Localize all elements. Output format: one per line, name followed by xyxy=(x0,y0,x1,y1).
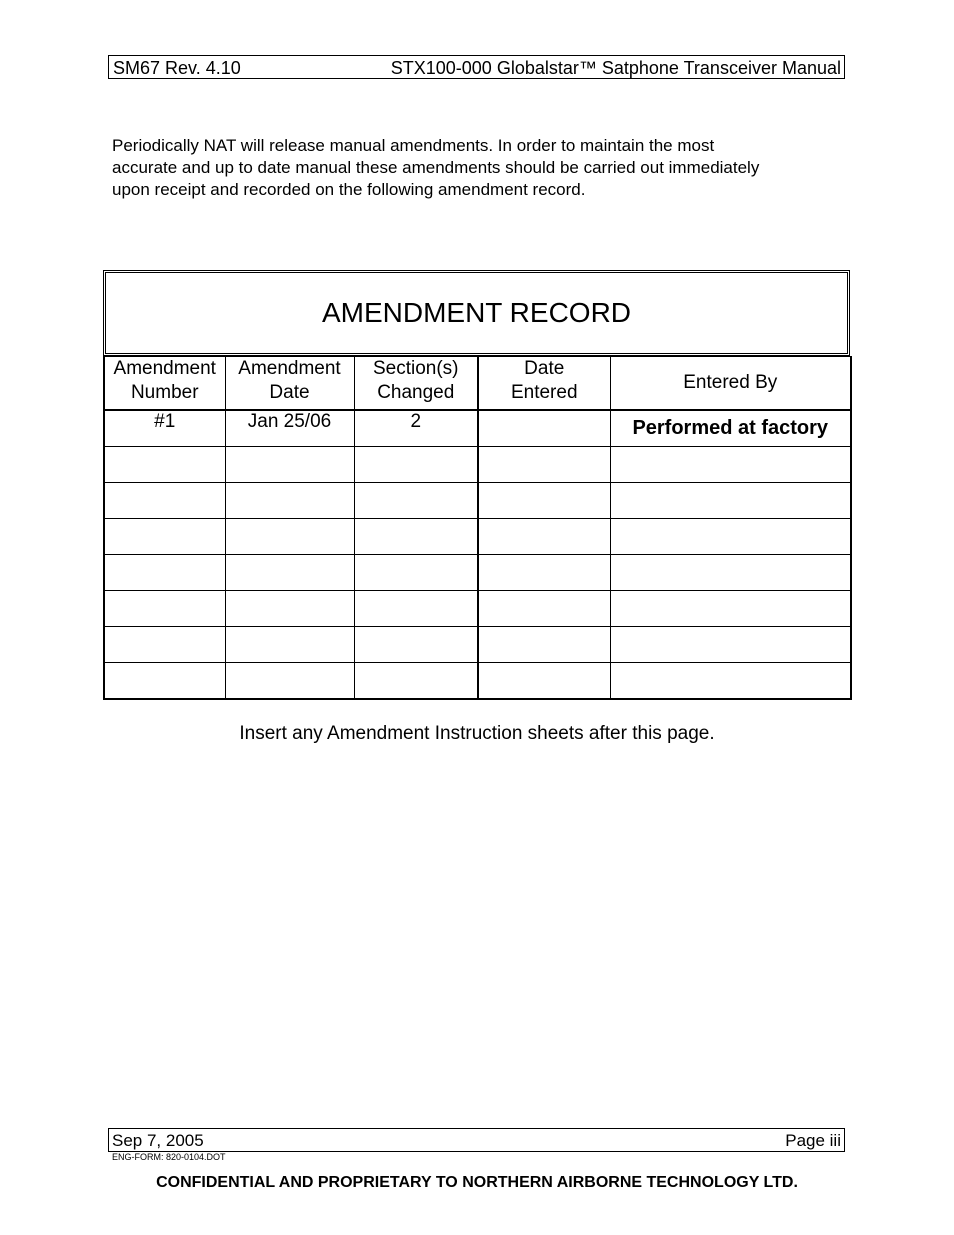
table-cell: Performed at factory xyxy=(610,410,851,447)
table-cell xyxy=(354,447,478,483)
column-header-entered-by: Entered By xyxy=(610,357,851,411)
table-cell xyxy=(610,483,851,519)
table-cell xyxy=(225,447,354,483)
table-cell: #1 xyxy=(104,410,225,447)
document-title: STX100-000 Globalstar™ Satphone Transceiver Manual xyxy=(390,58,841,78)
footer-date: Sep 7, 2005 xyxy=(112,1131,204,1150)
table-cell xyxy=(610,591,851,627)
amendment-table-body xyxy=(104,410,851,699)
table-cell xyxy=(104,483,225,519)
table-cell xyxy=(354,591,478,627)
column-header-amendment-date: Amendment Date xyxy=(225,357,354,411)
column-header-amendment-number: Amendment Number xyxy=(104,357,225,411)
table-header-row xyxy=(104,357,851,411)
table-row xyxy=(104,555,851,591)
table-row xyxy=(104,447,851,483)
document-id: SM67 Rev. 4.10 xyxy=(113,58,241,78)
confidentiality-notice: CONFIDENTIAL AND PROPRIETARY TO NORTHERN AIRBORNE TECHNOLOGY LTD. xyxy=(156,1174,798,1191)
column-header-date-entered: Date Entered xyxy=(478,357,610,411)
table-cell xyxy=(478,447,610,483)
table-cell xyxy=(354,627,478,663)
amendment-record-title: AMENDMENT RECORD xyxy=(103,270,850,356)
table-cell xyxy=(478,519,610,555)
table-cell xyxy=(354,519,478,555)
table-cell xyxy=(478,663,610,700)
table-cell xyxy=(610,519,851,555)
page-number: Page iii xyxy=(785,1131,841,1150)
table-cell xyxy=(478,555,610,591)
table-cell xyxy=(225,663,354,700)
table-cell xyxy=(104,627,225,663)
table-cell xyxy=(610,447,851,483)
page-header xyxy=(108,55,845,79)
table-cell xyxy=(478,410,610,447)
table-cell xyxy=(225,627,354,663)
table-cell xyxy=(610,627,851,663)
table-cell xyxy=(225,555,354,591)
insert-instruction-note: Insert any Amendment Instruction sheets after this page. xyxy=(239,723,715,744)
column-header-sections-changed: Section(s) Changed xyxy=(354,357,478,411)
table-cell xyxy=(354,555,478,591)
intro-paragraph: Periodically NAT will release manual amendments. In order to maintain the most accurate and up to date manual these amendments should be carried out immediately upon receipt and recorded on the following amendment record. xyxy=(112,136,760,199)
table-cell xyxy=(610,555,851,591)
table-cell xyxy=(104,555,225,591)
table-row xyxy=(104,519,851,555)
table-cell xyxy=(354,483,478,519)
page-footer xyxy=(108,1128,845,1152)
table-cell xyxy=(478,627,610,663)
table-cell xyxy=(225,519,354,555)
amendment-record xyxy=(103,270,850,700)
table-cell xyxy=(354,663,478,700)
table-cell xyxy=(225,591,354,627)
table-row xyxy=(104,627,851,663)
table-row xyxy=(104,410,851,447)
amendment-table xyxy=(103,356,852,700)
table-cell xyxy=(610,663,851,700)
table-cell xyxy=(104,447,225,483)
table-row xyxy=(104,591,851,627)
table-cell xyxy=(104,663,225,700)
table-cell xyxy=(478,483,610,519)
table-cell xyxy=(104,519,225,555)
table-cell: 2 xyxy=(354,410,478,447)
table-cell xyxy=(104,591,225,627)
form-code: ENG-FORM: 820-0104.DOT xyxy=(112,1152,226,1162)
table-cell xyxy=(478,591,610,627)
table-row xyxy=(104,483,851,519)
table-cell xyxy=(225,483,354,519)
table-row xyxy=(104,663,851,700)
table-cell: Jan 25/06 xyxy=(225,410,354,447)
